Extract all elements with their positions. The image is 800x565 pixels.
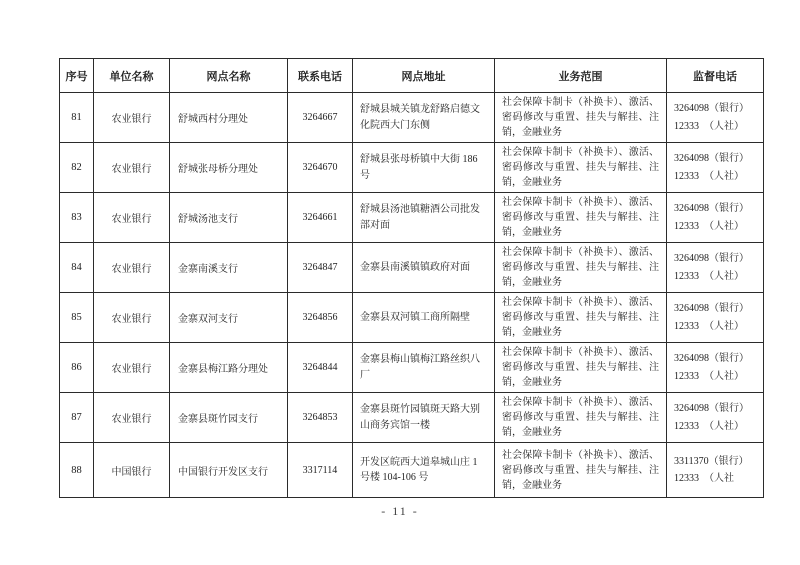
supervision-bank-line: 3264098（银行） (674, 353, 749, 364)
supervision-bank-line: 3264098（银行） (674, 203, 749, 214)
table-row (60, 293, 764, 343)
cell-seq: 83 (60, 193, 94, 243)
cell-contact-phone: 3264661 (288, 193, 353, 243)
cell-business-scope: 社会保障卡制卡（补换卡）、激活、密码修改与重置、挂失与解挂、注销，金融业务 (495, 243, 667, 293)
supervision-social-line: 12333 （人社） (674, 270, 744, 282)
cell-unit-name: 农业银行 (94, 243, 170, 293)
cell-branch-address: 开发区皖西大道皋城山庄 1 号楼 104-106 号 (353, 443, 495, 498)
cell-seq: 82 (60, 143, 94, 193)
table-row (60, 193, 764, 243)
supervision-bank-line: 3264098（银行） (674, 153, 749, 164)
cell-supervision-phone (667, 243, 764, 293)
cell-seq: 88 (60, 443, 94, 498)
cell-unit-name: 农业银行 (94, 293, 170, 343)
cell-seq: 84 (60, 243, 94, 293)
supervision-social-line: 12333 （人社） (674, 220, 744, 232)
cell-business-scope: 社会保障卡制卡（补换卡）、激活、密码修改与重置、挂失与解挂、注销，金融业务 (495, 193, 667, 243)
cell-business-scope: 社会保障卡制卡（补换卡）、激活、密码修改与重置、挂失与解挂、注销，金融业务 (495, 393, 667, 443)
cell-business-scope: 社会保障卡制卡（补换卡）、激活、密码修改与重置、挂失与解挂、注销，金融业务 (495, 293, 667, 343)
supervision-social-line: 12333 （人社） (674, 120, 744, 132)
table-row (60, 93, 764, 143)
col-header-seq: 序号 (60, 59, 94, 93)
cell-branch-name: 中国银行开发区支行 (170, 443, 288, 498)
cell-branch-address: 金寨县南溪镇镇政府对面 (353, 243, 495, 293)
cell-contact-phone: 3264847 (288, 243, 353, 293)
cell-supervision-phone (667, 443, 764, 498)
col-header-business-scope: 业务范围 (495, 59, 667, 93)
supervision-social-line: 12333 （人社） (674, 170, 744, 182)
cell-branch-address: 舒城县汤池镇糖酒公司批发部对面 (353, 193, 495, 243)
cell-supervision-phone (667, 193, 764, 243)
cell-branch-name: 金寨县斑竹园支行 (170, 393, 288, 443)
cell-seq: 86 (60, 343, 94, 393)
supervision-social-line: 12333 （人社） (674, 370, 744, 382)
cell-supervision-phone (667, 393, 764, 443)
supervision-bank-line: 3264098（银行） (674, 253, 749, 264)
supervision-bank-line: 3264098（银行） (674, 403, 749, 414)
bank-branches-table (59, 58, 764, 498)
supervision-bank-line: 3264098（银行） (674, 303, 749, 314)
supervision-bank-line: 3264098（银行） (674, 103, 749, 114)
supervision-social-line: 12333 （人社 (674, 473, 734, 484)
cell-business-scope: 社会保障卡制卡（补换卡）、激活、密码修改与重置、挂失与解挂、注销，金融业务 (495, 443, 667, 498)
cell-contact-phone: 3317114 (288, 443, 353, 498)
col-header-unit-name: 单位名称 (94, 59, 170, 93)
cell-supervision-phone (667, 343, 764, 393)
cell-branch-name: 舒城西村分理处 (170, 93, 288, 143)
supervision-social-line: 12333 （人社） (674, 320, 744, 332)
page-number: - 11 - (381, 504, 419, 518)
cell-contact-phone: 3264844 (288, 343, 353, 393)
cell-branch-address: 舒城县张母桥镇中大街 186 号 (353, 143, 495, 193)
cell-supervision-phone (667, 143, 764, 193)
cell-seq: 81 (60, 93, 94, 143)
cell-business-scope: 社会保障卡制卡（补换卡）、激活、密码修改与重置、挂失与解挂、注销，金融业务 (495, 143, 667, 193)
cell-supervision-phone (667, 293, 764, 343)
cell-contact-phone: 3264670 (288, 143, 353, 193)
cell-branch-address: 舒城县城关镇龙舒路启德文化院西大门东侧 (353, 93, 495, 143)
cell-business-scope: 社会保障卡制卡（补换卡）、激活、密码修改与重置、挂失与解挂、注销，金融业务 (495, 93, 667, 143)
cell-seq: 85 (60, 293, 94, 343)
cell-contact-phone: 3264667 (288, 93, 353, 143)
cell-branch-name: 舒城汤池支行 (170, 193, 288, 243)
cell-branch-address: 金寨县梅山镇梅江路丝织八厂 (353, 343, 495, 393)
cell-supervision-phone (667, 93, 764, 143)
cell-business-scope: 社会保障卡制卡（补换卡）、激活、密码修改与重置、挂失与解挂、注销，金融业务 (495, 343, 667, 393)
col-header-branch-address: 网点地址 (353, 59, 495, 93)
cell-branch-name: 金寨南溪支行 (170, 243, 288, 293)
table-row (60, 393, 764, 443)
cell-unit-name: 中国银行 (94, 443, 170, 498)
cell-branch-address: 金寨县双河镇工商所隔壁 (353, 293, 495, 343)
cell-contact-phone: 3264853 (288, 393, 353, 443)
cell-seq: 87 (60, 393, 94, 443)
cell-branch-name: 金寨双河支行 (170, 293, 288, 343)
col-header-branch-name: 网点名称 (170, 59, 288, 93)
cell-unit-name: 农业银行 (94, 193, 170, 243)
cell-branch-name: 金寨县梅江路分理处 (170, 343, 288, 393)
col-header-contact-phone: 联系电话 (288, 59, 353, 93)
cell-branch-name: 舒城张母桥分理处 (170, 143, 288, 193)
table-row (60, 143, 764, 193)
cell-contact-phone: 3264856 (288, 293, 353, 343)
table-row (60, 443, 764, 498)
cell-branch-address: 金寨县斑竹园镇斑天路大别山商务宾馆一楼 (353, 393, 495, 443)
cell-unit-name: 农业银行 (94, 343, 170, 393)
table-header-row (60, 59, 764, 93)
cell-unit-name: 农业银行 (94, 393, 170, 443)
cell-unit-name: 农业银行 (94, 93, 170, 143)
col-header-supervision-phone: 监督电话 (667, 59, 764, 93)
supervision-social-line: 12333 （人社） (674, 420, 744, 432)
supervision-bank-line: 3311370（银行） (674, 455, 749, 467)
table-row (60, 243, 764, 293)
table-row (60, 343, 764, 393)
cell-unit-name: 农业银行 (94, 143, 170, 193)
